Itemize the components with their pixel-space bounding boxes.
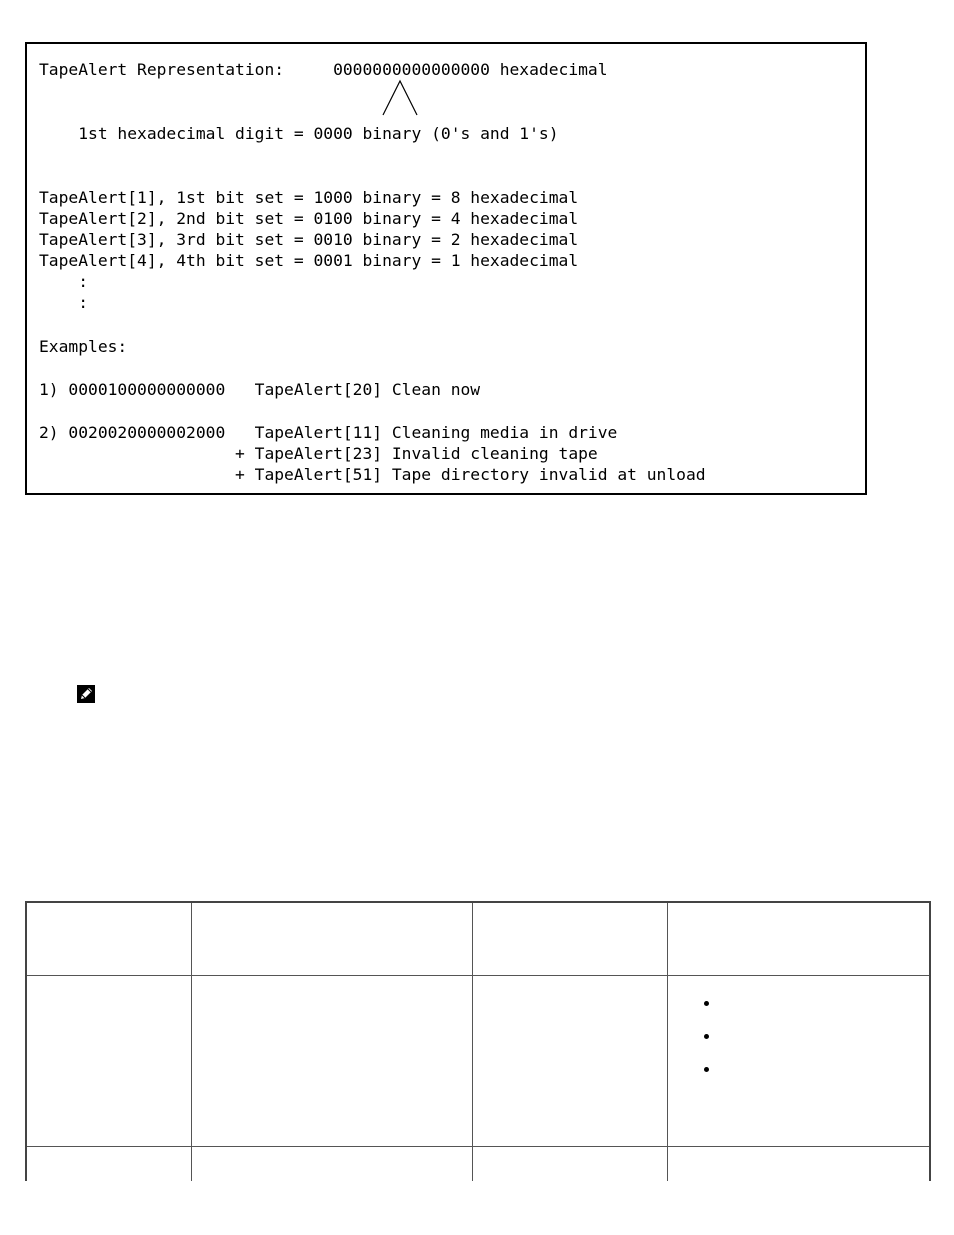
header-cell xyxy=(472,902,667,976)
list-item xyxy=(704,1027,930,1060)
bit-line-1: TapeAlert[1], 1st bit set = 1000 binary = 8 hexadecimal xyxy=(39,188,579,207)
table-cell xyxy=(26,1147,191,1182)
tapealert-example-box xyxy=(25,42,867,495)
bit-line-3: TapeAlert[3], 3rd bit set = 0010 binary = 2 hexadecimal xyxy=(39,230,579,249)
table-cell xyxy=(472,1147,667,1182)
continuation-mark: : xyxy=(39,293,89,312)
table-cell xyxy=(26,976,191,1147)
pencil-note-icon xyxy=(76,684,96,704)
tapealert-flags-table xyxy=(25,901,931,1181)
digit-line: 1st hexadecimal digit = 0000 binary (0's and 1's) xyxy=(39,124,559,143)
table-cell xyxy=(667,1147,930,1182)
example-line-3: + TapeAlert[23] Invalid cleaning tape xyxy=(39,444,598,463)
table-cell xyxy=(472,976,667,1147)
header-cell xyxy=(667,902,930,976)
table-row xyxy=(26,976,930,1147)
example-line-2: 2) 0020020000002000 TapeAlert[11] Cleaning media in drive xyxy=(39,423,618,442)
example-line-4: + TapeAlert[51] Tape directory invalid at unload xyxy=(39,465,706,484)
example-line-1: 1) 0000100000000000 TapeAlert[20] Clean now xyxy=(39,380,481,399)
bit-line-2: TapeAlert[2], 2nd bit set = 0100 binary = 4 hexadecimal xyxy=(39,209,579,228)
bullet-list xyxy=(668,976,930,1093)
continuation-mark: : xyxy=(39,272,89,291)
table-cell xyxy=(667,976,930,1147)
table-row xyxy=(26,1147,930,1182)
digit-pointer-icon xyxy=(381,79,419,117)
list-item xyxy=(704,994,930,1027)
examples-label: Examples: xyxy=(39,337,128,356)
bit-line-4: TapeAlert[4], 4th bit set = 0001 binary = 1 hexadecimal xyxy=(39,251,579,270)
list-item xyxy=(704,1060,930,1093)
header-cell xyxy=(191,902,472,976)
header-cell xyxy=(26,902,191,976)
table-header-row xyxy=(26,902,930,976)
representation-line: TapeAlert Representation: 0000000000000000 hexadecimal xyxy=(39,60,608,79)
table-cell xyxy=(191,1147,472,1182)
table-cell xyxy=(191,976,472,1147)
